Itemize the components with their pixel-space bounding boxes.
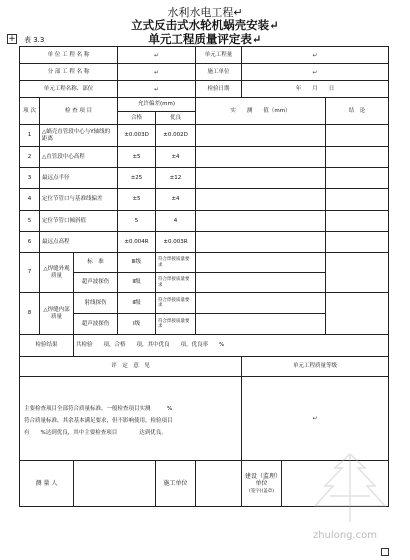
quality-grade-header: 单元工程质量等级	[242, 357, 389, 377]
table-row	[20, 168, 389, 189]
row-remark[interactable]	[326, 147, 389, 168]
row-remark[interactable]	[326, 253, 389, 293]
row-measured[interactable]	[196, 168, 326, 189]
row-remark[interactable]	[326, 189, 389, 211]
row-item: 最远点半径	[40, 168, 118, 189]
col-measured: 实 测 值（mm）	[196, 98, 326, 125]
row-no: 5	[20, 211, 40, 232]
table-row	[20, 189, 389, 211]
evaluation-line-2: 符合质量标准，其余基本满足要求，但不影响使用，检验项目	[24, 418, 173, 424]
weld-group-label: △焊缝外观质量	[40, 253, 74, 293]
supervisor-sign-label	[242, 461, 282, 507]
title-line-2: 立式反击式水轮机蜗壳安装↵	[131, 18, 279, 32]
row-no: 7	[20, 253, 40, 293]
row-remark[interactable]	[326, 168, 389, 189]
unit-name-part-label: 单元工程名称、部位	[20, 81, 118, 98]
row-remark[interactable]	[326, 211, 389, 232]
column-header-row-1	[20, 98, 389, 112]
col-check-item: 检 查 项 目	[40, 98, 118, 125]
summary-label: 检验结果	[20, 335, 74, 357]
row-item: 定位节管口与基准线偏差	[40, 189, 118, 211]
title-line-3: 单元工程质量评定表↵	[148, 32, 262, 46]
row-item: △直管段中心高程	[40, 147, 118, 168]
row-remark[interactable]	[326, 232, 389, 253]
row-measured[interactable]	[196, 314, 326, 335]
watermark-logo-icon	[305, 448, 395, 528]
table-row	[20, 125, 389, 147]
eval-date-value[interactable]: 年 月 日	[242, 81, 389, 98]
row-qualified: ±5	[118, 189, 156, 211]
weld-requirement: 符合焊接质量要求	[156, 253, 196, 273]
unit-name-part-value[interactable]: ↵	[118, 81, 196, 98]
table-move-handle-icon[interactable]: +	[8, 34, 16, 44]
info-row-3	[20, 81, 389, 98]
unit-quantity-label: 单元工程量	[196, 47, 242, 64]
measurer-signature[interactable]	[74, 461, 156, 507]
quality-evaluation-table	[19, 46, 389, 507]
evaluation-header-row	[20, 357, 389, 377]
table-row	[20, 253, 389, 273]
table-resize-handle-icon[interactable]	[381, 548, 389, 556]
sub-project-name-label: 分 部 工 程 名 称	[20, 64, 118, 81]
weld-sub-label: 标 准	[74, 253, 118, 273]
measurer-label: 测 量 人	[20, 461, 74, 507]
unit-project-name-label: 单 位 工 程 名 称	[20, 47, 118, 64]
summary-row	[20, 335, 389, 357]
row-excellent: ±0.002D	[156, 125, 196, 147]
row-no: 3	[20, 168, 40, 189]
row-excellent: ±0.003R	[156, 232, 196, 253]
supervisor-small-text: (签字)(盖章)	[249, 488, 275, 494]
col-remark: 结 论	[326, 98, 389, 125]
row-measured[interactable]	[196, 125, 326, 147]
row-measured[interactable]	[196, 273, 326, 293]
row-excellent: ±4	[156, 147, 196, 168]
weld-requirement: 符合焊接质量要求	[156, 293, 196, 314]
table-row	[20, 293, 389, 314]
construction-unit-sign-label: 施工单位	[156, 461, 196, 507]
table-number: 表 3.3	[24, 36, 45, 44]
row-qualified: ±25	[118, 168, 156, 189]
info-row-1	[20, 47, 389, 64]
quality-grade-value[interactable]: ↵	[242, 377, 389, 461]
row-remark[interactable]	[326, 293, 389, 335]
info-row-2	[20, 64, 389, 81]
col-qualified: 合格	[118, 112, 156, 125]
row-remark[interactable]	[326, 125, 389, 147]
row-measured[interactable]	[196, 232, 326, 253]
col-excellent: 优良	[156, 112, 196, 125]
row-no: 4	[20, 189, 40, 211]
evaluation-line-3: 有 %达到优良，其中主要检查项目 达到优良。	[24, 430, 167, 436]
table-row	[20, 211, 389, 232]
evaluation-opinion-header: 评 定 意 见	[20, 357, 242, 377]
evaluation-statement[interactable]	[20, 377, 242, 461]
table-row	[20, 147, 389, 168]
row-qualified: ±0.003D	[118, 125, 156, 147]
unit-project-name-value[interactable]: ↵	[118, 47, 196, 64]
row-no: 6	[20, 232, 40, 253]
row-no: 2	[20, 147, 40, 168]
watermark-text: zhulong.com	[313, 530, 378, 541]
weld-grade: Ⅱ级	[118, 273, 156, 293]
weld-grade: Ⅰ级	[118, 314, 156, 335]
row-qualified: ±5	[118, 147, 156, 168]
sub-project-name-value[interactable]: ↵	[118, 64, 196, 81]
supervisor-label-text: 建设（监理）单位	[245, 472, 279, 487]
construction-unit-signature[interactable]	[196, 461, 242, 507]
row-qualified: ±0.004R	[118, 232, 156, 253]
construction-unit-value[interactable]: ↵	[242, 64, 389, 81]
weld-requirement: 符合焊接质量要求	[156, 273, 196, 293]
title-line-1: 水利水电工程↵	[167, 6, 243, 19]
row-no: 1	[20, 125, 40, 147]
weld-grade: Ⅱ级	[118, 293, 156, 314]
col-item-no: 项 次	[20, 98, 40, 125]
row-item: 最远点高程	[40, 232, 118, 253]
summary-text[interactable]: 共检验 项，合格 项，其中优良 项，优良率 %	[74, 335, 389, 357]
row-excellent: ±12	[156, 168, 196, 189]
col-allowed-dev: 允许偏差(mm)	[118, 98, 196, 112]
weld-grade: Ⅲ级	[118, 253, 156, 273]
row-measured[interactable]	[196, 293, 326, 314]
evaluation-line-1: 主要检查项目全部符合质量标准，一般检查项目实测 %	[24, 406, 173, 412]
row-item: 定位节管口倾斜值	[40, 211, 118, 232]
unit-quantity-value[interactable]: ↵	[242, 47, 389, 64]
row-no: 8	[20, 293, 40, 335]
row-qualified: 5	[118, 211, 156, 232]
eval-date-label: 检验日期	[196, 81, 242, 98]
table-row	[20, 232, 389, 253]
construction-unit-label: 施工单位	[196, 64, 242, 81]
row-excellent: ±4	[156, 189, 196, 211]
weld-sub-label: 超声波探伤	[74, 273, 118, 293]
row-measured[interactable]	[196, 147, 326, 168]
row-measured[interactable]	[196, 211, 326, 232]
weld-sub-label: 射线探伤	[74, 293, 118, 314]
row-measured[interactable]	[196, 189, 326, 211]
weld-requirement: 符合焊接质量要求	[156, 314, 196, 335]
weld-sub-label: 超声波探伤	[74, 314, 118, 335]
row-excellent: 4	[156, 211, 196, 232]
row-measured[interactable]	[196, 253, 326, 273]
row-item: △蜗壳直管段中心与Y轴线的距离	[40, 125, 118, 147]
weld-group-label: △焊缝内部质量	[40, 293, 74, 335]
